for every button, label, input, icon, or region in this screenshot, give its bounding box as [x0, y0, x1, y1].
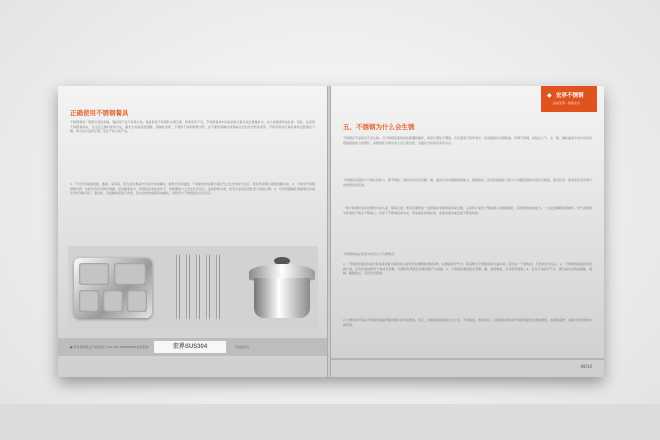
right-paragraph-1: 不锈钢并不是绝对不会生锈。当不锈钢表面的钝化膜遭到破坏，或者长期处于潮湿、含有氯离子的环境中，其表面就会出现锈迹。所谓不锈钢，是指在大气、水、酸、碱和盐等介质中具有较强耐腐蚀能力的钢材，其耐蚀性与钢中的合金元素含量、表面状态和使用条件有关。 — [343, 136, 593, 145]
right-paragraph-4: 不锈钢制品在使用中常见以下几种情况： — [343, 252, 398, 256]
left-page — [58, 86, 327, 377]
footer-series-text: 不锈钢系列 — [234, 345, 250, 349]
right-paragraph-5: 以上情况均可造成不锈钢表面保护膜的破坏而引发锈蚀。所以，为确保金属表面永久光亮，不被锈蚀，我们建议：必须经常对装饰不锈钢表面进行清洁擦洗，去除附着物，消除引发修饰的外界因素。 — [343, 318, 593, 327]
left-usage-list: 1、不可长时间盛放盐、酱油、菜汤等，因为这些食品中含有许多电解质，如果长时间盛放，不锈钢中的金属元素会与之发生电化学反应，使有毒金属元素被溶解出来。2、不能用不锈钢锅煲中药，中药中含有多种生物碱、有机酸等成分，特别是在加热条件下，很难避免与之发生化学反应，而使药物失效，甚至生成某些毒性更大的络合物。3、切勿用强碱性或强氧化性的化学药剂如苏打、漂白粉、次氯酸钠等进行洗涤，因为这些物质都是电解质，同样会与不锈钢发生化学反应。 — [70, 182, 315, 196]
brand-slogan: 品质先锋 · 健康未来 — [553, 101, 580, 105]
brand-logo-text: 宏界不锈钢 — [556, 93, 584, 99]
floor-band — [0, 404, 660, 440]
left-page-heading: 正确使用不锈钢餐具 — [70, 109, 129, 117]
footer-contact-text: ● 新世界厨具生产销售部门 Tel: 020-88888888 在线咨询 — [70, 345, 149, 349]
left-intro-paragraph: 不锈钢餐具一般都含有铬和镍，镍能使产品不容易生锈，铬是形成不锈钢的关键元素。如果使用不当，不锈钢餐具中的重金属元素可能会慢慢析出，对人体健康造成危害。因此，在使用不锈钢餐具时，应注意正确的使用方法，避免长时间盛放强酸、强碱性食物，不要用不锈钢锅煲中药，也不要用强碱性或强氧化性的化学药剂清洗。平时使用时应保持餐具表面清洁干燥，购买时应选择正规厂家生产的合格产品。 — [70, 120, 315, 134]
divided-tray-image — [74, 258, 152, 318]
right-paragraph-3: 一般不锈钢材质是在钢材中加入铬、镍等元素，使其表面形成一层极薄而坚固的富铬氧化膜，从而防止氧原子继续渗入和继续氧化，获得抗锈蚀的能力。一旦这层薄膜受到破坏，空气或液体中的氧原子就会不断渗入，铁原子不断地析离出来，形成疏松的氧化铁，金属表面也就受到不断的锈蚀。 — [343, 206, 593, 215]
right-page-heading: 五、不锈钢为什么会生锈 — [343, 123, 415, 131]
brochure-spread — [58, 86, 604, 377]
brand-mark-icon: ◆ — [547, 92, 552, 99]
right-page — [331, 86, 604, 377]
brand-sus304-logo: 宏界SUS304 — [154, 341, 226, 353]
page-number: 09/10 — [580, 364, 592, 369]
right-footer-rule — [331, 358, 604, 360]
left-footer-band — [58, 338, 327, 356]
right-paragraph-2: 不锈钢具有抵抗大气氧化的能力，即不锈性；同时也具有在含酸、碱、盐的介质中耐腐蚀的能力，即耐蚀性。但其抗腐蚀能力的大小是随其钢质本身化学组成、加互状态、使用条件及环境介质类型而改变的。 — [343, 178, 593, 187]
right-rust-causes-list: 1、不锈钢表面积存着含有其他金属元素的粉尘或异类金属颗粒的附着物，在潮湿的空气中，附着物与不锈钢间的冷凝水将二者连成一个微电池，引发电化学反应。2、不锈钢表面粘附有机物汁液，在有水氧的情况下构成有机酸，长期则有机酸对金属表面产生腐蚀。3、不锈钢表面粘附含有酸、碱、盐类物质，引起局部腐蚀。4、在有污染的空气中，遇冷凝水会形成硫酸、硝酸、醋酸液点，引起化学腐蚀。 — [343, 262, 592, 276]
product-photo-band — [68, 246, 318, 328]
brand-logo-box — [541, 86, 597, 112]
